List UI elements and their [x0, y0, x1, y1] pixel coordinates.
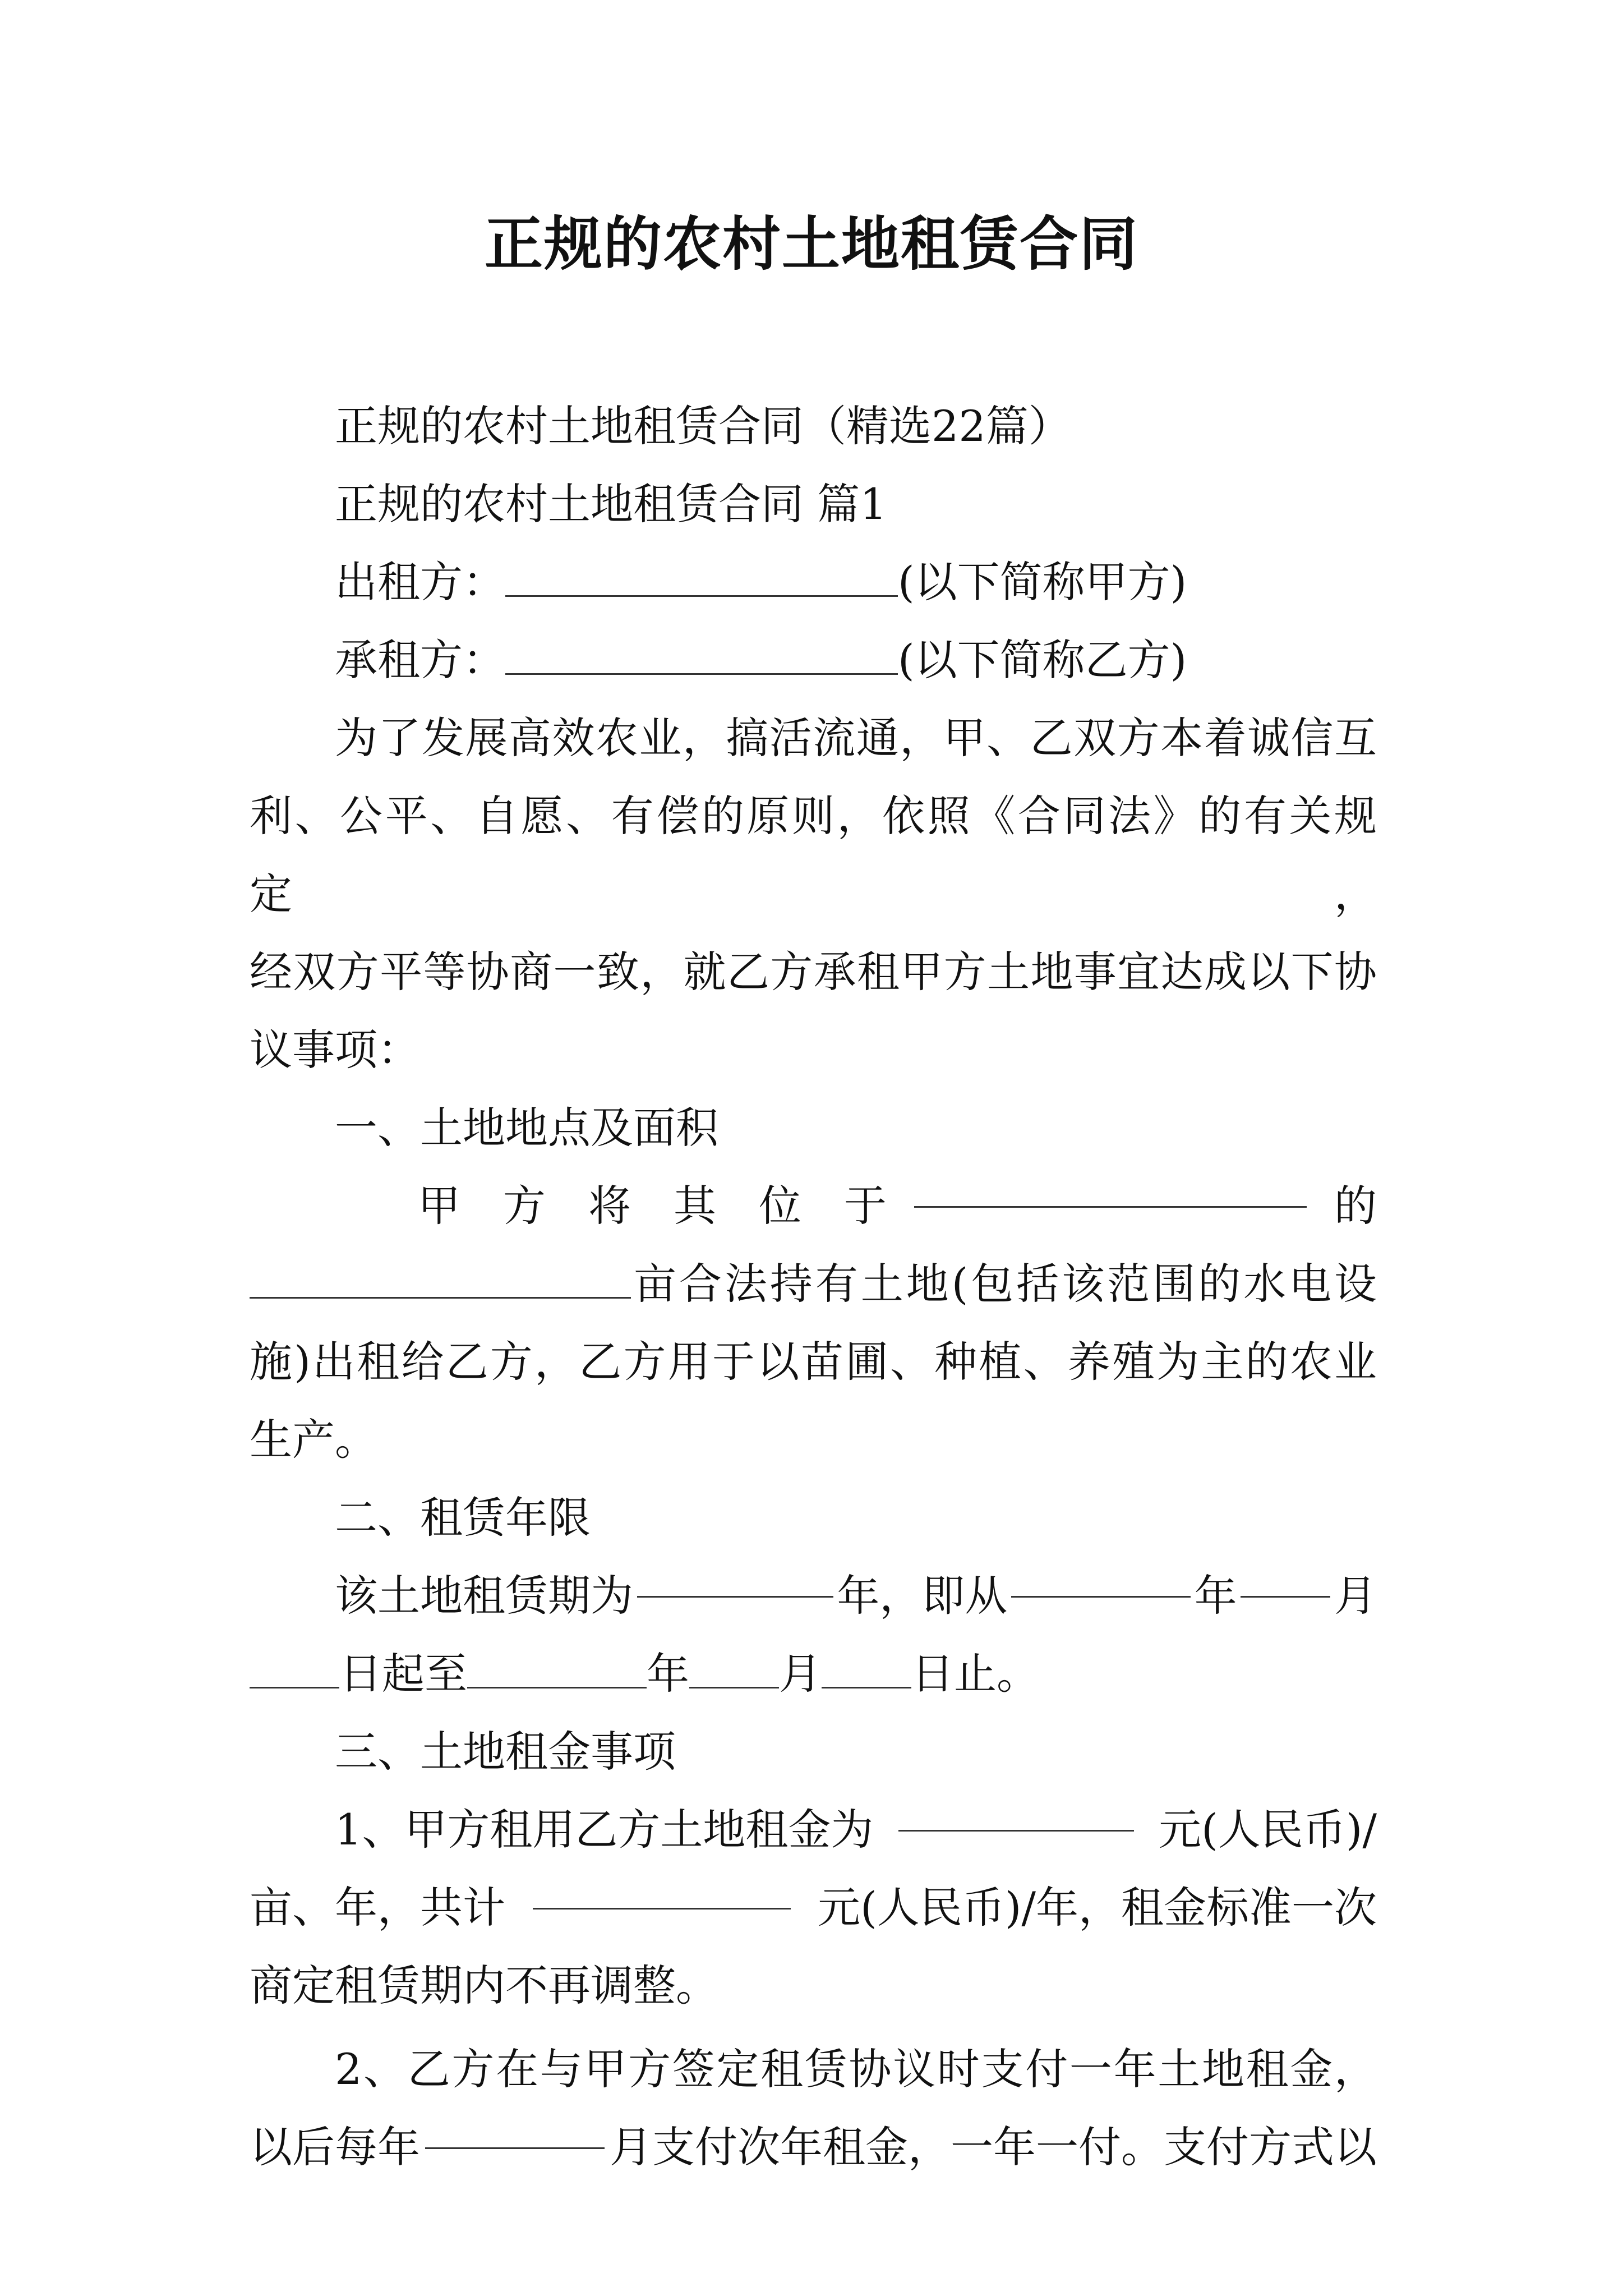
section2-line — [250, 1635, 1377, 1713]
section2-line — [250, 1557, 1377, 1635]
section1-line — [250, 1167, 1377, 1245]
intro-line: 为了发展高效农业，搞活流通，甲、乙双方本着诚信互 — [335, 713, 1377, 763]
s2-text-d: 月 — [1334, 1571, 1377, 1621]
section3-heading: 三、土地租金事项 — [335, 1727, 676, 1777]
term-years-blank[interactable] — [637, 1557, 833, 1598]
lessee-suffix: (以下简称乙方) — [898, 635, 1187, 685]
s2-text-f: 年 — [647, 1649, 689, 1699]
document-title: 正规的农村土地租赁合同 — [484, 209, 1138, 278]
s1-text-a: 甲 方 将 其 位 于 — [418, 1181, 887, 1231]
location-blank[interactable] — [914, 1167, 1307, 1208]
s3-text-f: 月支付次年租金，一年一付。支付方式以 — [610, 2122, 1377, 2172]
s3-text-d: 元(人民币)/年，租金标准一次 — [818, 1883, 1377, 1932]
section1-line: 施)出租给乙方，乙方用于以苗圃、种植、养殖为主的农业 — [250, 1337, 1377, 1387]
end-month-blank[interactable] — [689, 1648, 779, 1688]
lessee-label: 承租方： — [335, 635, 505, 685]
lessee-blank[interactable] — [505, 634, 898, 675]
start-day-blank[interactable] — [250, 1648, 339, 1688]
lessee-line — [250, 621, 1377, 699]
s3-text-b: 元(人民币)/ — [1159, 1805, 1377, 1855]
s3-text-c: 亩、年，共计 — [250, 1883, 505, 1932]
area-blank[interactable] — [250, 1258, 631, 1299]
rent-total-blank[interactable] — [533, 1869, 791, 1910]
rent-per-mu-blank[interactable] — [898, 1791, 1134, 1832]
s1-text-c: 亩合法持有土地(包括该范围的水电设 — [631, 1259, 1377, 1309]
end-day-blank[interactable] — [822, 1648, 911, 1688]
s2-text-e: 日起至 — [339, 1649, 467, 1699]
section3-line — [250, 1869, 1377, 1947]
payment-month-blank[interactable] — [425, 2108, 605, 2149]
section3-line — [250, 1791, 1377, 1869]
intro-line: 利、公平、自愿、有偿的原则，依照《合同法》的有关规定， — [250, 791, 1377, 919]
s2-text-g: 月 — [779, 1649, 822, 1699]
section-heading: 正规的农村土地租赁合同 篇1 — [335, 479, 887, 529]
section3-line — [250, 2108, 1377, 2186]
lessor-suffix: (以下简称甲方) — [898, 557, 1187, 607]
document-body — [250, 387, 1377, 2186]
s1-text-b: 的 — [1334, 1181, 1377, 1231]
section2-heading: 二、租赁年限 — [335, 1493, 591, 1543]
s2-text-c: 年 — [1194, 1571, 1237, 1621]
s3-text-e: 以后每年 — [250, 2122, 420, 2172]
intro-line: 经双方平等协商一致，就乙方承租甲方土地事宜达成以下协 — [250, 947, 1377, 997]
section1-heading: 一、土地地点及面积 — [335, 1103, 718, 1153]
s2-text-h: 日止。 — [911, 1649, 1039, 1699]
lessor-blank[interactable] — [505, 556, 898, 597]
section1-line: 生产。 — [250, 1415, 377, 1465]
intro-line: 议事项： — [250, 1025, 420, 1075]
s2-text-b: 年，即从 — [837, 1571, 1008, 1621]
section3-line: 商定租赁期内不再调整。 — [250, 1961, 718, 2010]
subtitle: 正规的农村土地租赁合同（精选22篇） — [335, 401, 1071, 451]
section3-line: 2、乙方在与甲方签定租赁协议时支付一年土地租金， — [335, 2044, 1377, 2094]
section1-line — [250, 1245, 1377, 1323]
s2-text-a: 该土地租赁期为 — [335, 1571, 633, 1621]
start-month-blank[interactable] — [1241, 1557, 1330, 1598]
lessor-line — [250, 543, 1377, 621]
s3-text-a: 1、甲方租用乙方土地租金为 — [335, 1805, 874, 1855]
start-year-blank[interactable] — [1011, 1557, 1191, 1598]
end-year-blank[interactable] — [467, 1648, 647, 1688]
lessor-label: 出租方： — [335, 557, 505, 607]
